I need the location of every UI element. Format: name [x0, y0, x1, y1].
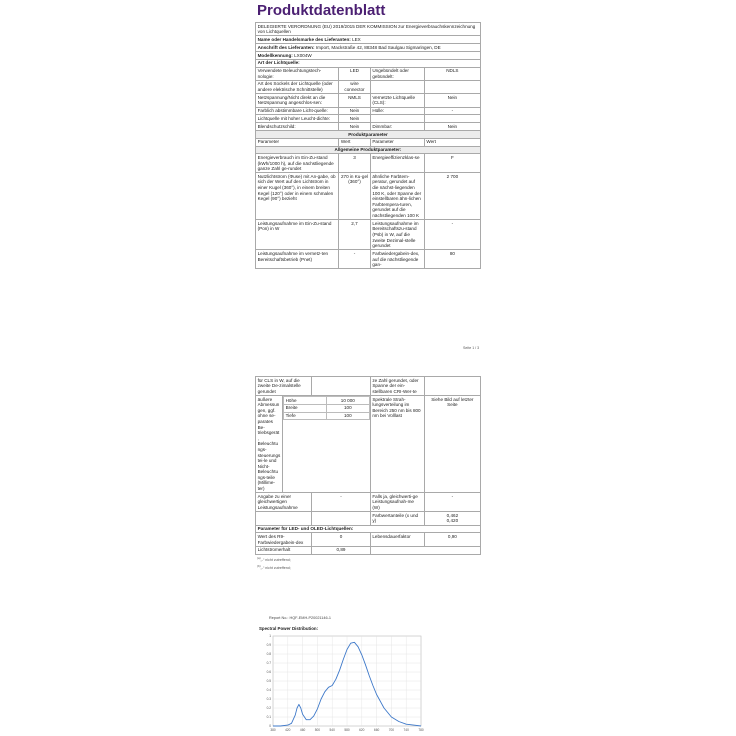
dimensions-table: [283, 396, 370, 420]
maintenance-label: Lichtstromerhalt: [256, 546, 312, 554]
table-row: [256, 173, 481, 220]
y-tick-label: 0.5: [266, 679, 271, 684]
chromaticity-label: Farbwertanteile (x und y): [370, 512, 424, 525]
row-value: Nein: [339, 115, 371, 123]
section-heading-led: Parameter für LED- und OLED-Lichtquellen:: [256, 525, 481, 533]
row-label: Leistungsaufnahme im Bereitschaftszu-stand (Psb) in W, auf die zweite Dezimal-stelle gerundet: [370, 220, 424, 250]
dimension-value: 100: [326, 412, 369, 420]
row-value: -: [339, 250, 371, 269]
dimensions-cell: [283, 395, 371, 492]
row-value: [312, 377, 371, 396]
row-value: Nein: [424, 94, 480, 107]
section-heading-parameters: Produktparameter: [256, 130, 481, 138]
spectral-label: Spektrale Strah-lungsverteilung im Bereich 250 nm bis 800 nm bei Volllast: [370, 395, 424, 492]
y-tick-label: 0.1: [266, 715, 271, 720]
r9-label: Wert des R9-Farbwiedergabein-dex: [256, 533, 312, 546]
table-row: [256, 395, 481, 492]
y-tick-label: 0: [269, 724, 271, 729]
table-row: [256, 377, 481, 396]
chromaticity-y: 0,420: [446, 518, 459, 524]
equivalent-value: -: [312, 493, 371, 512]
col-header-parameter: Parameter: [256, 138, 339, 146]
chart-title: Spectral Power Distribution:: [259, 626, 319, 631]
row-value: Nein: [424, 123, 480, 131]
table-row: [284, 396, 370, 404]
row-label: Leistungsaufnahme im vernetz-ten Bereitschaftsbetrieb (Pnet): [256, 250, 339, 269]
page-title: Produktdatenblatt: [257, 2, 386, 19]
table-row: [256, 493, 481, 512]
row-label: Verwendete Beleuchtungstech-nologie:: [256, 67, 339, 80]
row-label: Lichtquelle mit hoher Leucht-dichte:: [256, 115, 339, 123]
supplier-name-value: LEX: [352, 36, 361, 42]
y-tick-label: 0.4: [266, 688, 271, 693]
report-number: Report No.: HQF-EMH-P20021146-1: [269, 616, 331, 620]
spectral-chart: [259, 626, 427, 736]
y-tick-label: 0.7: [266, 661, 271, 666]
x-tick-label: 540: [329, 728, 335, 732]
row-label: ze Zahl gerundet, oder Spanne der ein-stellbaren CRI-Wer-te: [370, 377, 424, 396]
row-value: NDLS: [424, 67, 480, 80]
row-value: 2,7: [339, 220, 371, 250]
table-row: [256, 94, 481, 107]
row-value: NMLS: [339, 94, 371, 107]
row-value: [424, 80, 480, 93]
col-header-value: Wert: [339, 138, 371, 146]
row-label: Nutzlichtstrom (Φuse) mit An-gabe, ob sich der Wert auf den Lichtstrom in einer Kugel (360°), in einem breiten Kegel (120°) oder in einem schmalen Kegel (90°) bezieht: [256, 173, 339, 220]
row-value: [424, 377, 480, 396]
table-row: [256, 533, 481, 546]
row-label: ähnliche Farbtem-peratur, gerundet auf die nächst-liegenden 100 K, oder Spanne der einstellbaren ähn-lichen Farbtempera-turen, gerundet auf die nächstliegenden 100 K: [370, 173, 424, 220]
table-row: [256, 115, 481, 123]
equivalent-label: Angabe zu einer gleichwertigen Leistungsaufnahme: [256, 493, 312, 512]
datasheet-page-2: [255, 376, 481, 571]
regulation-text: DELEGIERTE VERORDNUNG (EU) 2019/2015 DER KOMMISSION zur Energieverbrauchskennzeichnung von Lichtquellen: [256, 23, 481, 36]
maintenance-value: 0,89: [312, 546, 371, 554]
x-tick-label: 460: [299, 728, 306, 732]
footnote-1: $^{(a)}$„-“ nicht zutreffend;: [257, 555, 291, 562]
x-tick-label: 620: [359, 728, 365, 732]
table-row: [284, 412, 370, 420]
row-label: Ungebündelt oder gebündelt:: [370, 67, 424, 80]
spectral-chart-svg: [259, 626, 427, 736]
y-tick-label: 0.9: [266, 643, 271, 648]
row-label: für CLS in W, auf die zweite De-zimalstelle gerundet: [256, 377, 312, 396]
dimensions-label: äußere Abmessungen, ggf. ohne se-parates Be-triebsgerät, Beleuchtungs-steuerungstei-le und Nicht-Beleuchtungs-teile (Millime-ter): [256, 395, 283, 492]
section-heading-general: Allgemeine Produktparameter:: [256, 146, 481, 154]
row-label: Vernetzte Lichtquelle (CLS):: [370, 94, 424, 107]
row-label: [370, 115, 424, 123]
table-row: [256, 220, 481, 250]
dimension-label: Höhe: [284, 396, 327, 404]
y-tick-label: 1: [269, 634, 271, 639]
row-value: [424, 115, 480, 123]
row-value: 270 in Ku-gel (360°): [339, 173, 371, 220]
row-label: Hülle:: [370, 107, 424, 115]
x-tick-label: 740: [403, 728, 409, 732]
table-header-row: [256, 138, 481, 146]
supplier-address-value: Import, Mackstraße 42, 88348 Bad Saulgau Sigmaringen, DE: [315, 44, 441, 50]
row-value: 2 700: [424, 173, 480, 220]
r9-value: 0: [312, 533, 371, 546]
table-row: [256, 107, 481, 115]
x-tick-label: 700: [388, 728, 395, 732]
table-row: [256, 546, 481, 554]
row-label: Energieverbrauch im Ein-Zu-stand (kWh/1000 h), auf die nächstliegende ganze Zahl ge-rundet: [256, 154, 339, 173]
dimension-value: 10 000: [326, 396, 369, 404]
spectral-value: Siehe Bild auf letzter Seite: [424, 395, 480, 492]
supplier-address-row: [256, 44, 481, 52]
y-tick-label: 0.6: [266, 670, 271, 675]
supplier-name-row: [256, 36, 481, 44]
chromaticity-value: [424, 512, 480, 525]
row-label: Farblich abstimmbare Licht-quelle:: [256, 107, 339, 115]
row-value: -: [424, 107, 480, 115]
light-source-type-label: Art der Lichtquelle:: [256, 59, 481, 67]
row-value: 80: [424, 250, 480, 269]
table-row: [256, 512, 481, 525]
model-row: [256, 51, 481, 59]
table-row: [256, 123, 481, 131]
table-row: [256, 80, 481, 93]
table-row: [256, 154, 481, 173]
page-number: Seite 1 / 3: [463, 346, 480, 350]
row-label: Energieeffizienzklas-se: [370, 154, 424, 173]
y-tick-label: 0.8: [266, 652, 271, 657]
row-label: Art des Sockels der Lichtquelle (oder andere elektrische Schnittstelle): [256, 80, 339, 93]
row-label: Blendschutzschild:: [256, 123, 339, 131]
survival-value: 0,90: [424, 533, 480, 546]
supplier-address-label: Anschrift des Lieferanten:: [257, 44, 315, 50]
chromaticity-x: 0,462: [446, 512, 459, 518]
col-header-value: Wert: [424, 138, 480, 146]
x-tick-label: 500: [314, 728, 321, 732]
survival-label: Lebensdauerfaktor: [370, 533, 424, 546]
row-label: Netzspannung/Nicht direkt an die Netzspannung angeschlos-sen:: [256, 94, 339, 107]
row-value: Nein: [339, 123, 371, 131]
x-tick-label: 380: [270, 728, 276, 732]
dimension-label: Tiefe: [284, 412, 327, 420]
equivalent-right-label: Falls ja, gleichwerti-ge Leistungsaufnah-me (W): [370, 493, 424, 512]
datasheet-table-continued: [255, 376, 481, 555]
table-row: [284, 404, 370, 412]
table-row: [256, 67, 481, 80]
row-value: F: [424, 154, 480, 173]
dimension-label: Breite: [284, 404, 327, 412]
x-tick-label: 420: [285, 728, 291, 732]
row-label: [370, 80, 424, 93]
x-tick-label: 780: [418, 728, 424, 732]
row-value: 3: [339, 154, 371, 173]
model-value: LX004W: [294, 52, 312, 58]
supplier-name-label: Name oder Handelsmarke des Lieferanten:: [257, 36, 351, 42]
y-tick-label: 0.2: [266, 706, 271, 711]
row-label: Dimmbar:: [370, 123, 424, 131]
x-tick-label: 660: [373, 728, 380, 732]
footnote-2: $^{(b)}$„-“ nicht zutreffend;: [257, 563, 291, 570]
row-value: -: [424, 220, 480, 250]
row-label: Leistungsaufnahme im Ein-Zu-stand (Pon) in W: [256, 220, 339, 250]
row-value: wire connector: [339, 80, 371, 93]
col-header-parameter: Parameter: [370, 138, 424, 146]
datasheet-table: [255, 22, 481, 269]
dimension-value: 100: [326, 404, 369, 412]
equivalent-right-value: -: [424, 493, 480, 512]
row-label: Farbwiedergabein-dex, auf die nächstliegende gan-: [370, 250, 424, 269]
row-value: Nein: [339, 107, 371, 115]
model-label: Modellkennung:: [257, 52, 293, 58]
row-value: LED: [339, 67, 371, 80]
y-tick-label: 0.3: [266, 697, 271, 702]
table-row: [256, 250, 481, 269]
datasheet-page-1: [255, 0, 481, 350]
x-tick-label: 580: [344, 728, 350, 732]
